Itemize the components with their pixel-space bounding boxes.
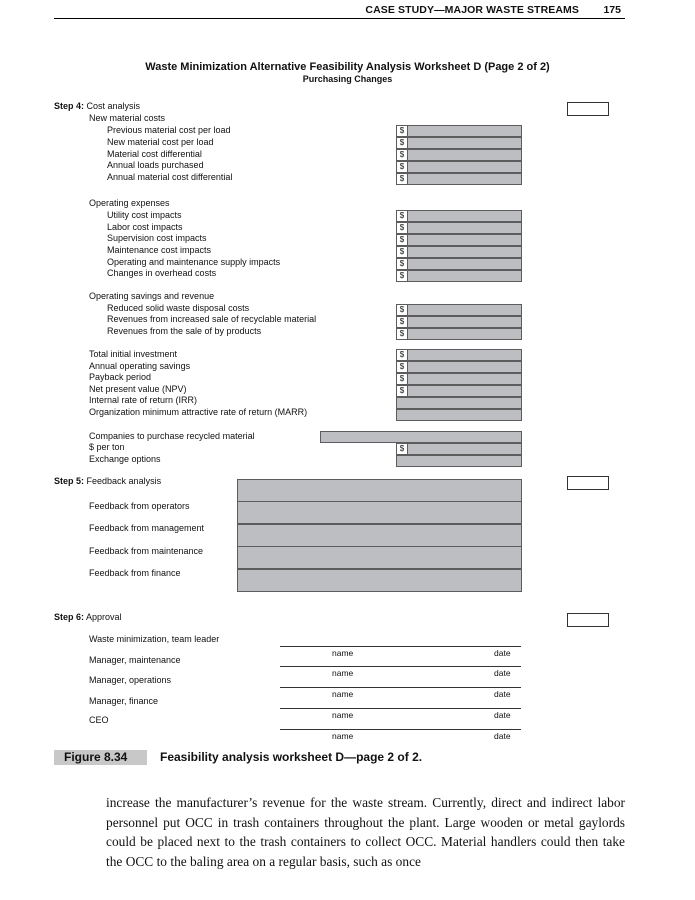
worksheet-title: Waste Minimization Alternative Feasibility Analysis Worksheet D (Page 2 of 2) — [145, 61, 550, 73]
recycle-item-label: Companies to purchase recycled material — [89, 431, 255, 441]
dollar-sign: $ — [396, 246, 407, 258]
dollar-sign: $ — [396, 304, 407, 316]
feedback-field[interactable] — [237, 479, 522, 502]
signature-name-label: name — [332, 710, 354, 720]
signature-line[interactable] — [280, 729, 521, 730]
marr-field[interactable] — [396, 409, 522, 421]
amount-field[interactable] — [407, 349, 522, 361]
signature-date-label: date — [494, 710, 511, 720]
expense-item-label: Maintenance cost impacts — [107, 245, 212, 255]
amount-field[interactable] — [407, 125, 522, 137]
material-item-label: Annual material cost differential — [107, 172, 233, 182]
amount-field[interactable] — [407, 443, 522, 455]
step6-title: Approval — [86, 612, 122, 622]
summary-item-label: Internal rate of return (IRR) — [89, 395, 198, 405]
dollar-sign: $ — [396, 443, 407, 455]
step5-heading: Step 5: Feedback analysis — [54, 476, 162, 486]
material-item-label: Annual loads purchased — [107, 160, 204, 170]
material-item-label: Previous material cost per load — [107, 125, 231, 135]
amount-field[interactable] — [407, 222, 522, 234]
feedback-field[interactable] — [237, 501, 522, 524]
signature-line[interactable] — [280, 708, 521, 709]
step5-label: Step 5 — [54, 476, 82, 486]
material-item-label: New material cost per load — [107, 137, 214, 147]
signature-name-label: name — [332, 668, 354, 678]
feedback-item-label: Feedback from maintenance — [89, 546, 204, 556]
figure-caption: Feasibility analysis worksheet D—page 2 of 2. — [160, 750, 423, 764]
expense-item-label: Changes in overhead costs — [107, 268, 217, 278]
dollar-sign: $ — [396, 328, 407, 340]
companies-field[interactable] — [320, 431, 522, 443]
expense-item-label: Utility cost impacts — [107, 210, 182, 220]
signature-date-label: date — [494, 648, 511, 658]
dollar-sign: $ — [396, 149, 407, 161]
amount-field[interactable] — [407, 173, 522, 185]
dollar-sign: $ — [396, 234, 407, 246]
signature-name-label: name — [332, 689, 354, 699]
signature-name-label: name — [332, 648, 354, 658]
amount-field[interactable] — [407, 246, 522, 258]
approver-label: Waste minimization, team leader — [89, 634, 220, 644]
amount-field[interactable] — [407, 361, 522, 373]
operating-expenses-heading: Operating expenses — [89, 198, 170, 208]
step5-checkbox[interactable] — [567, 476, 609, 490]
signature-date-label: date — [494, 668, 511, 678]
dollar-sign: $ — [396, 222, 407, 234]
amount-field[interactable] — [407, 316, 522, 328]
amount-field[interactable] — [407, 328, 522, 340]
summary-item-label: Total initial investment — [89, 349, 178, 359]
savings-item-label: Revenues from increased sale of recyclable material — [107, 314, 317, 324]
savings-heading: Operating savings and revenue — [89, 291, 215, 301]
signature-line[interactable] — [280, 646, 521, 647]
amount-field[interactable] — [407, 137, 522, 149]
step6-label: Step 6 — [54, 612, 82, 622]
signature-name-label: name — [332, 731, 354, 741]
body-paragraph: increase the manufacturer’s revenue for the waste stream. Currently, direct and indirect labor personnel put OCC in trash containers throughout the plant. Large wooden or metal gaylords could be placed next to the trash containers to collect OCC. Material handlers could then take the OCC to the baling area on a regular basis, such as once — [106, 795, 625, 869]
feedback-field[interactable] — [237, 569, 522, 592]
signature-line[interactable] — [280, 666, 521, 667]
amount-field[interactable] — [407, 373, 522, 385]
signature-line[interactable] — [280, 687, 521, 688]
dollar-sign: $ — [396, 361, 407, 373]
dollar-sign: $ — [396, 373, 407, 385]
new-material-costs-heading: New material costs — [89, 113, 166, 123]
dollar-sign: $ — [396, 258, 407, 270]
feedback-field[interactable] — [237, 524, 522, 547]
irr-field[interactable] — [396, 397, 522, 409]
dollar-sign: $ — [396, 316, 407, 328]
savings-item-label: Revenues from the sale of by products — [107, 326, 262, 336]
amount-field[interactable] — [407, 210, 522, 222]
dollar-sign: $ — [396, 270, 407, 282]
expense-item-label: Operating and maintenance supply impacts — [107, 257, 281, 267]
page-number: 175 — [603, 4, 621, 16]
amount-field[interactable] — [407, 304, 522, 316]
feedback-item-label: Feedback from management — [89, 523, 205, 533]
amount-field[interactable] — [407, 161, 522, 173]
worksheet-subtitle: Purchasing Changes — [302, 74, 393, 84]
expense-item-label: Supervision cost impacts — [107, 233, 207, 243]
step4-checkbox[interactable] — [567, 102, 609, 116]
amount-field[interactable] — [407, 149, 522, 161]
approver-label: Manager, maintenance — [89, 655, 181, 665]
dollar-sign: $ — [396, 161, 407, 173]
recycle-item-label: $ per ton — [89, 442, 125, 452]
dollar-sign: $ — [396, 125, 407, 137]
step6-heading: Step 6: Approval — [54, 612, 122, 622]
signature-date-label: date — [494, 731, 511, 741]
amount-field[interactable] — [407, 258, 522, 270]
material-item-label: Material cost differential — [107, 149, 202, 159]
step5-title: Feedback analysis — [86, 476, 162, 486]
approver-label: Manager, operations — [89, 675, 172, 685]
figure-label: Figure 8.34 — [54, 750, 147, 765]
dollar-sign: $ — [396, 385, 407, 397]
feedback-item-label: Feedback from finance — [89, 568, 181, 578]
step4-heading: Step 4: Cost analysis — [54, 101, 141, 111]
expense-item-label: Labor cost impacts — [107, 222, 183, 232]
summary-item-label: Annual operating savings — [89, 361, 191, 371]
dollar-sign: $ — [396, 173, 407, 185]
feedback-item-label: Feedback from operators — [89, 501, 190, 511]
step4-title: Cost analysis — [86, 101, 141, 111]
step6-checkbox[interactable] — [567, 613, 609, 627]
amount-field[interactable] — [407, 385, 522, 397]
step4-label: Step 4 — [54, 101, 82, 111]
dollar-sign: $ — [396, 137, 407, 149]
recycle-item-label: Exchange options — [89, 454, 161, 464]
summary-item-label: Payback period — [89, 372, 152, 382]
dollar-sign: $ — [396, 349, 407, 361]
exchange-options-field[interactable] — [396, 455, 522, 467]
amount-field[interactable] — [407, 270, 522, 282]
summary-item-label: Organization minimum attractive rate of return (MARR) — [89, 407, 308, 417]
approver-label: CEO — [89, 715, 109, 725]
running-header — [54, 4, 625, 19]
amount-field[interactable] — [407, 234, 522, 246]
savings-item-label: Reduced solid waste disposal costs — [107, 303, 250, 313]
approver-label: Manager, finance — [89, 696, 159, 706]
signature-date-label: date — [494, 689, 511, 699]
dollar-sign: $ — [396, 210, 407, 222]
running-header-title: CASE STUDY—MAJOR WASTE STREAMS — [365, 4, 579, 16]
summary-item-label: Net present value (NPV) — [89, 384, 187, 394]
feedback-field[interactable] — [237, 546, 522, 569]
